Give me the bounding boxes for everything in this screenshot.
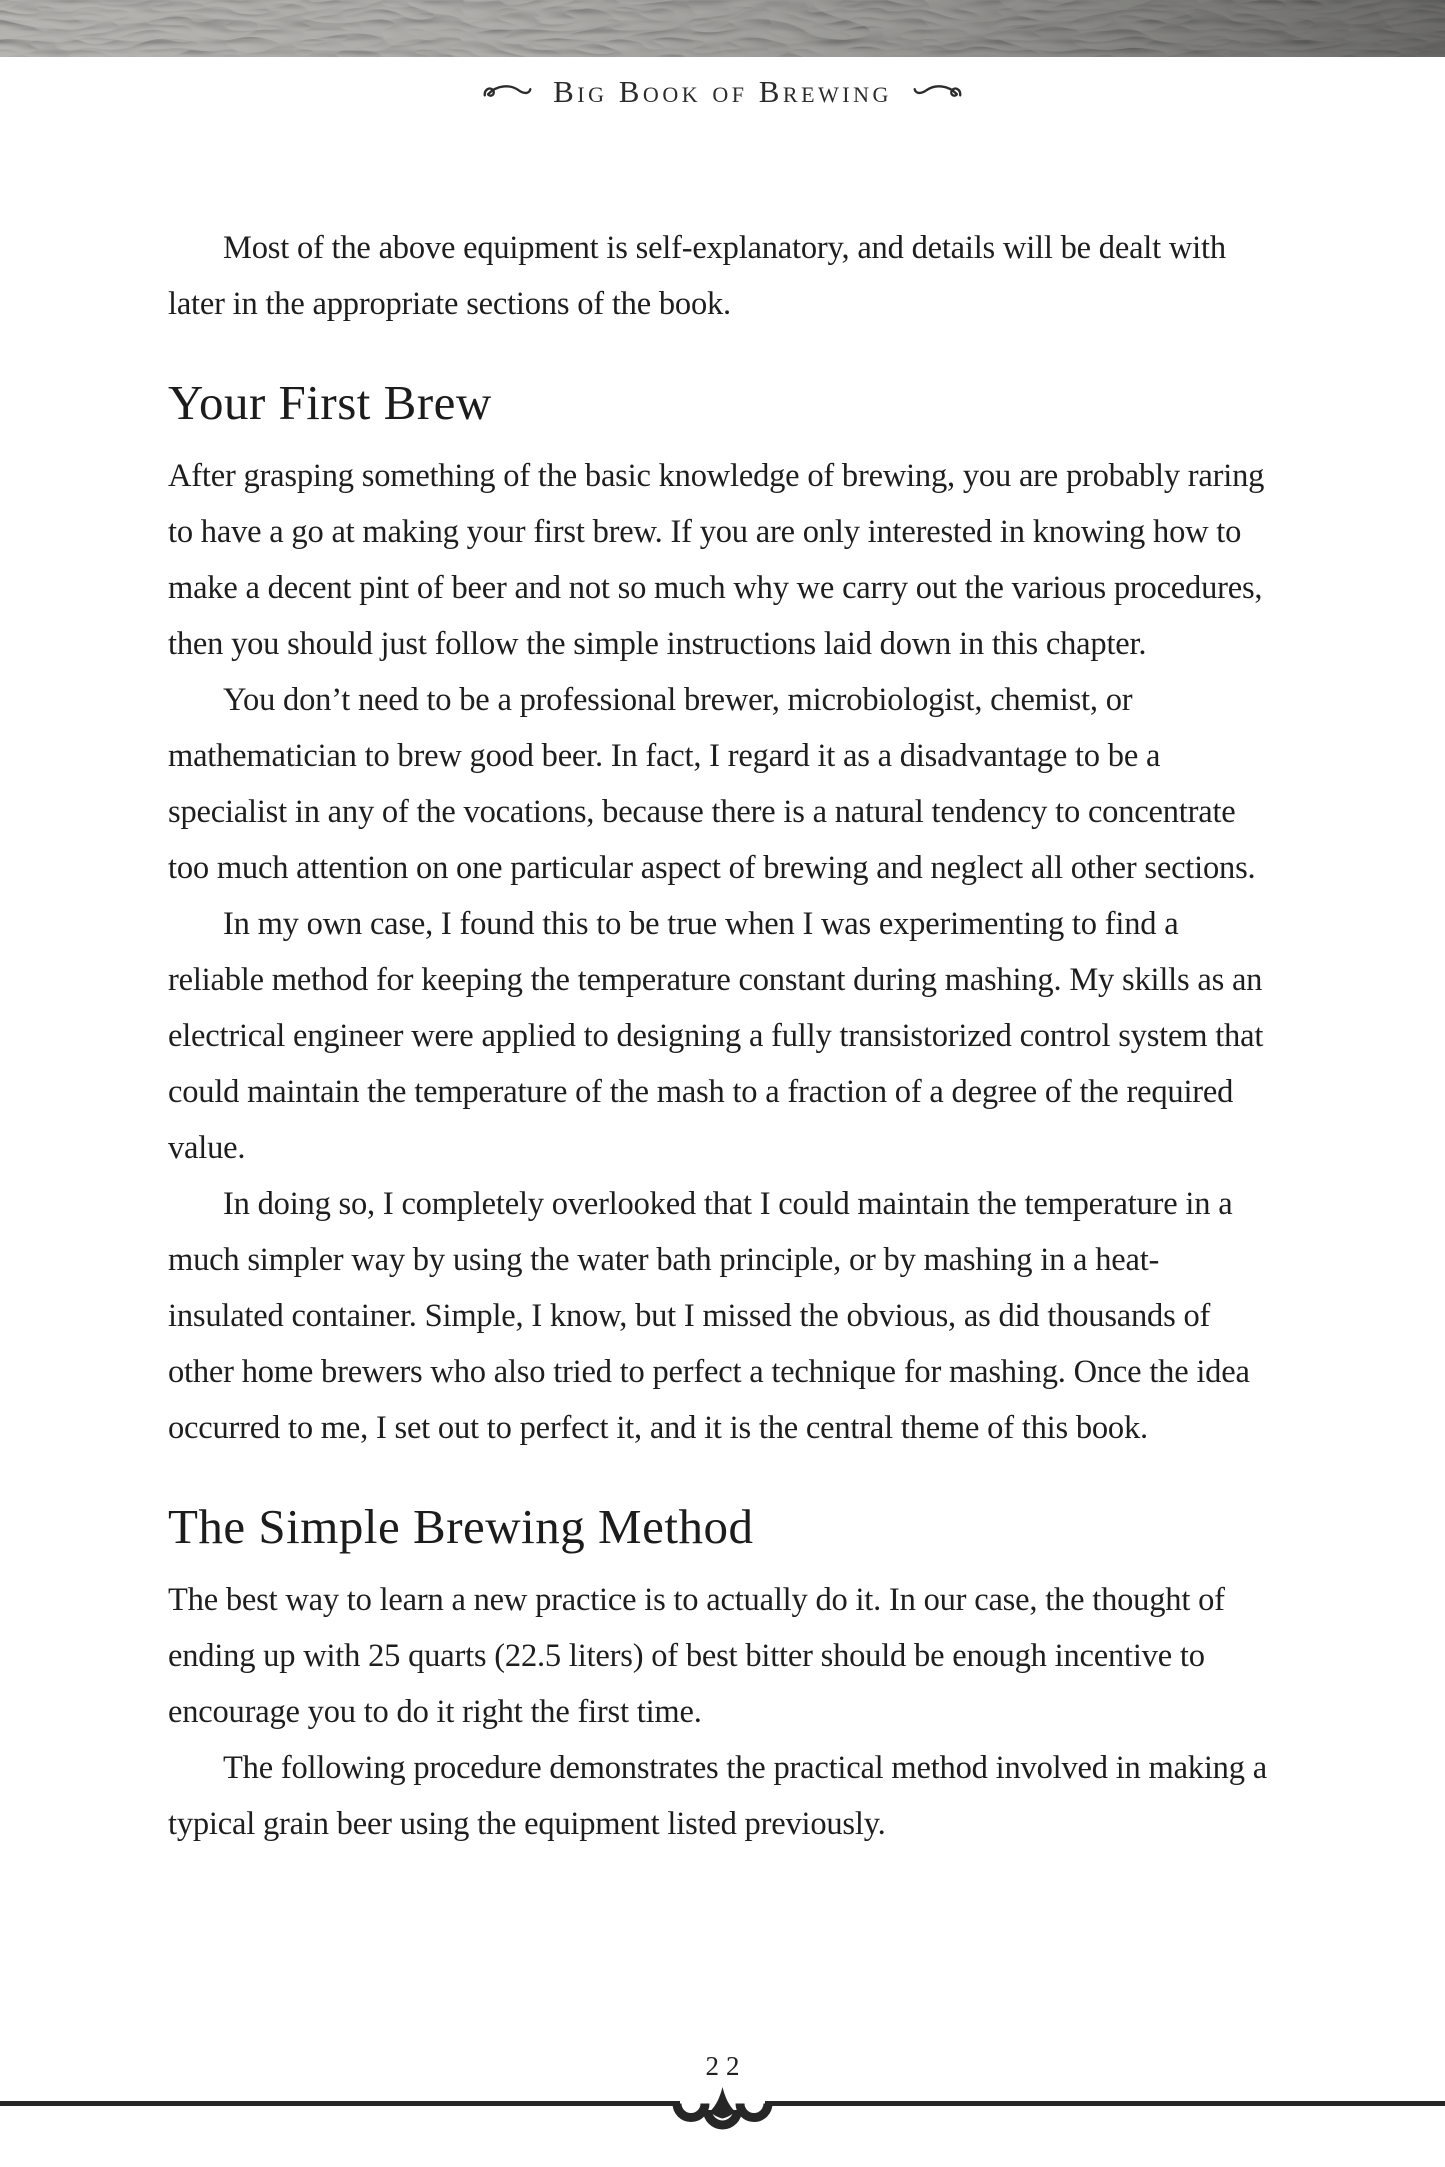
right-swash-ornament-icon xyxy=(912,82,964,102)
section-heading: The Simple Brewing Method xyxy=(168,1499,754,1554)
body-paragraph: Most of the above equipment is self-explanatory, and details will be dealt with later in the appropriate sections of the book. xyxy=(168,230,1226,322)
water-droplet-photo xyxy=(0,0,1445,57)
book-title: Big Book of Brewing xyxy=(553,74,892,109)
body-paragraph: In doing so, I completely overlooked that I could maintain the temperature in a much simpler way by using the water bath principle, or by mashing in a heat-insulated container. Simple, I know, but I missed the obvious, as did thousands of other home brewers who also tried to perfect a technique for mashing. Once the idea occurred to me, I set out to perfect it, and it is the central theme of this book. xyxy=(168,1186,1250,1446)
page-number: 22 xyxy=(705,2051,747,2081)
left-swash-ornament-icon xyxy=(481,82,533,102)
running-header xyxy=(0,74,1445,110)
section-heading: Your First Brew xyxy=(168,375,492,430)
body-paragraph: After grasping something of the basic knowledge of brewing, you are probably raring to have a go at making your first brew. If you are only interested in knowing how to make a decent pint of beer and not so much why we carry out the various procedures, then you should just follow the simple instructions laid down in this chapter. xyxy=(168,458,1265,662)
fleur-ornament-icon xyxy=(660,2085,785,2135)
footer-rule xyxy=(0,2101,673,2106)
footer-rule xyxy=(778,2101,1445,2106)
water-droplet-photo-banner xyxy=(0,0,1445,57)
body-paragraph: In my own case, I found this to be true when I was experimenting to find a reliable method for keeping the temperature constant during mashing. My skills as an electrical engineer were applied to designing a fully transistorized control system that could maintain the temperature of the mash to a fraction of a degree of the required value. xyxy=(168,906,1264,1166)
body-paragraph: The following procedure demonstrates the practical method involved in making a typical grain beer using the equipment listed previously. xyxy=(168,1750,1267,1842)
body-paragraph: You don’t need to be a professional brewer, microbiologist, chemist, or mathematician to brew good beer. In fact, I regard it as a disadvantage to be a specialist in any of the vocations, because there is a natural tendency to concentrate too much attention on one particular aspect of brewing and neglect all other sections. xyxy=(168,682,1256,886)
page-body xyxy=(168,220,1268,1852)
body-paragraph: The best way to learn a new practice is to actually do it. In our case, the thought of ending up with 25 quarts (22.5 liters) of best bitter should be enough incentive to encourage you to do it right the first time. xyxy=(168,1582,1225,1730)
